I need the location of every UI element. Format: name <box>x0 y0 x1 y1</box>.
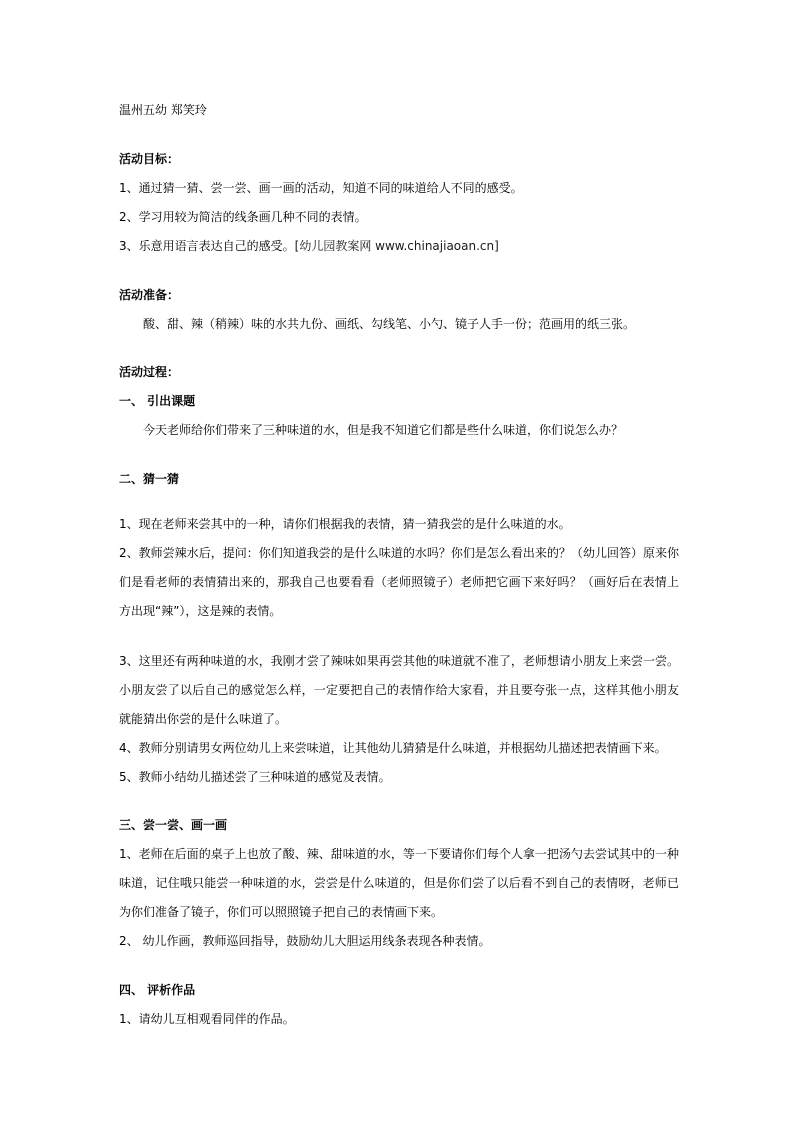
section-4-title: 四、 评析作品 <box>119 983 196 997</box>
section-1-text: 今天老师给你们带来了三种味道的水，但是我不知道它们都是些什么味道，你们说怎么办？ <box>143 423 624 437</box>
section-2-item-2: 2、教师尝辣水后，提问：你们知道我尝的是什么味道的水吗？你们是怎么看出来的？（幼儿回答）原来你们是看老师的表情猜出来的，那我自己也要看看（老师照镜子）老师把它画下来好吗？（画好后在表情上方出现“辣”），这是辣的表情。 <box>119 546 679 618</box>
prep-heading: 活动准备： <box>119 288 180 302</box>
goal-item-3-text: 3、乐意用语言表达自己的感受。 <box>119 239 295 253</box>
prep-text: 酸、甜、辣（稍辣）味的水共九份、画纸、勾线笔、小勺、镜子人手一份；范画用的纸三张。 <box>143 317 636 331</box>
goal-item-1: 1、通过猜一猜、尝一尝、画一画的活动，知道不同的味道给人不同的感受。 <box>119 181 523 195</box>
section-2-item-1: 1、现在老师来尝其中的一种，请你们根据我的表情，猜一猜我尝的是什么味道的水。 <box>119 517 571 531</box>
process-heading: 活动过程： <box>119 365 180 379</box>
section-2-item-5: 5、教师小结幼儿描述尝了三种味道的感觉及表情。 <box>119 770 391 784</box>
goal-item-2: 2、学习用较为简洁的线条画几种不同的表情。 <box>119 210 367 224</box>
section-3-item-1: 1、老师在后面的桌子上也放了酸、辣、甜味道的水，等一下要请你们每个人拿一把汤勺去尝试其中的一种味道，记住哦只能尝一种味道的水，尝尝是什么味道的，但是你们尝了以后看不到自己的表情呀，老师已为你们准备了镜子，你们可以照照镜子把自己的表情画下来。 <box>119 847 679 919</box>
section-2-item-4: 4、教师分别请男女两位幼儿上来尝味道，让其他幼儿猜猜是什么味道，并根据幼儿描述把表情画下来。 <box>119 741 667 755</box>
goals-heading: 活动目标： <box>119 152 180 166</box>
author-line: 温州五幼 郑笑玲 <box>119 103 207 117</box>
section-4-item-1: 1、请幼儿互相观看同伴的作品。 <box>119 1012 295 1026</box>
website-link[interactable]: [幼儿园教案网 www.chinajiaoan.cn] <box>294 239 499 253</box>
goal-item-3 <box>119 239 679 254</box>
section-2-title: 二、猜一猜 <box>119 472 180 486</box>
section-1-title: 一、 引出课题 <box>119 394 196 408</box>
section-3-item-2: 2、 幼儿作画，教师巡回指导，鼓励幼儿大胆运用线条表现各种表情。 <box>119 934 491 948</box>
section-3-title: 三、尝一尝、画一画 <box>119 818 228 832</box>
section-2-item-3: 3、这里还有两种味道的水，我刚才尝了辣味如果再尝其他的味道就不准了，老师想请小朋友上来尝一尝。小朋友尝了以后自己的感觉怎么样，一定要把自己的表情作给大家看，并且要夸张一点，这样其他小朋友就能猜出你尝的是什么味道了。 <box>119 654 679 726</box>
